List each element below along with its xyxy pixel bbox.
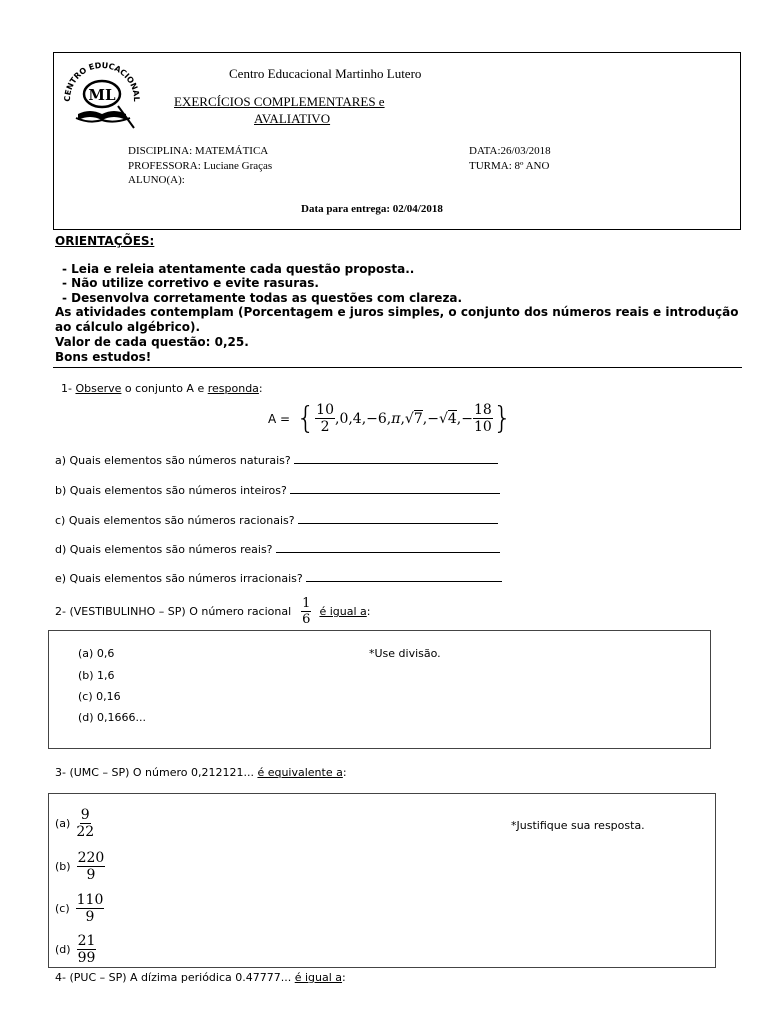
activities-line1: As atividades contemplam (Porcentagem e juros simples, o conjunto dos números reais e introdução — [55, 305, 739, 319]
q1-item-b: b) Quais elementos são números inteiros? — [55, 482, 500, 497]
q3-option-a[interactable]: (a) $\frac{9}{22}$ — [55, 807, 95, 840]
title-line2: AVALIATIVO — [254, 111, 331, 126]
title-line1: EXERCÍCIOS COMPLEMENTARES e — [174, 94, 385, 109]
q1-item-e: e) Quais elementos são números irracionais? — [55, 570, 502, 585]
q3-option-d[interactable]: (d) $\frac{21}{99}$ — [55, 933, 96, 966]
q2-prompt: 2- (VESTIBULINHO – SP) O número racional $\frac{1}{6}$ é igual a : — [55, 596, 371, 627]
answer-blank[interactable] — [294, 452, 498, 464]
q2-option-c[interactable]: (c) 0,16 — [78, 690, 121, 703]
q2-option-b[interactable]: (b) 1,6 — [78, 669, 115, 682]
q4-prompt: 4- (PUC – SP) A dízima periódica 0.47777... é igual a: — [55, 971, 346, 984]
answer-blank[interactable] — [290, 482, 500, 494]
q2-hint: *Use divisão. — [369, 647, 441, 660]
q3-prompt: 3- (UMC – SP) O número 0,212121... é equivalente a: — [55, 766, 347, 779]
logo-initials: ML — [88, 86, 116, 104]
answer-blank[interactable] — [276, 541, 500, 553]
q2-option-a[interactable]: (a) 0,6 — [78, 647, 115, 660]
q1-prompt: 1- Observe o conjunto A e responda: — [61, 382, 263, 395]
school-name: Centro Educacional Martinho Lutero — [229, 66, 422, 81]
activities-line2: ao cálculo algébrico). — [55, 320, 200, 334]
divider — [53, 367, 742, 368]
school-logo — [60, 58, 144, 134]
date-label: DATA:26/03/2018 — [469, 145, 551, 157]
farewell: Bons estudos! — [55, 350, 152, 364]
discipline-label: DISCIPLINA: MATEMÁTICA — [128, 145, 269, 157]
answer-blank[interactable] — [306, 570, 502, 582]
q1-item-d: d) Quais elementos são números reais? — [55, 541, 500, 556]
q1-item-c: c) Quais elementos são números racionais? — [55, 512, 498, 527]
set-a-expression: A = { $\frac{10}{2}$ ,0,4,−6, π , √ 7 ,− √ 4 ,− $\frac{18}{10}$ } — [268, 400, 512, 436]
q3-option-b[interactable]: (b) $\frac{220}{9}$ — [55, 850, 105, 883]
answer-blank[interactable] — [298, 512, 498, 524]
q3-hint: *Justifique sua resposta. — [511, 819, 645, 832]
teacher-label: PROFESSORA: Luciane Graças — [128, 160, 273, 172]
orientations-heading: ORIENTAÇÕES: — [55, 234, 155, 248]
orientation-item: - Desenvolva corretamente todas as questões com clareza. — [62, 291, 463, 305]
student-label: ALUNO(A): — [128, 174, 185, 186]
delivery-date: Data para entrega: 02/04/2018 — [301, 203, 443, 215]
orientation-item: - Leia e releia atentamente cada questão proposta.. — [62, 262, 415, 276]
question-value: Valor de cada questão: 0,25. — [55, 335, 249, 349]
orientation-item: - Não utilize corretivo e evite rasuras. — [62, 276, 319, 290]
logo-text: CENTRO EDUCACIONAL — [62, 60, 142, 102]
class-label: TURMA: 8º ANO — [469, 160, 550, 172]
q3-option-c[interactable]: (c) $\frac{110}{9}$ — [55, 892, 104, 925]
q2-option-d[interactable]: (d) 0,1666... — [78, 711, 147, 724]
q1-item-a: a) Quais elementos são números naturais? — [55, 452, 498, 467]
